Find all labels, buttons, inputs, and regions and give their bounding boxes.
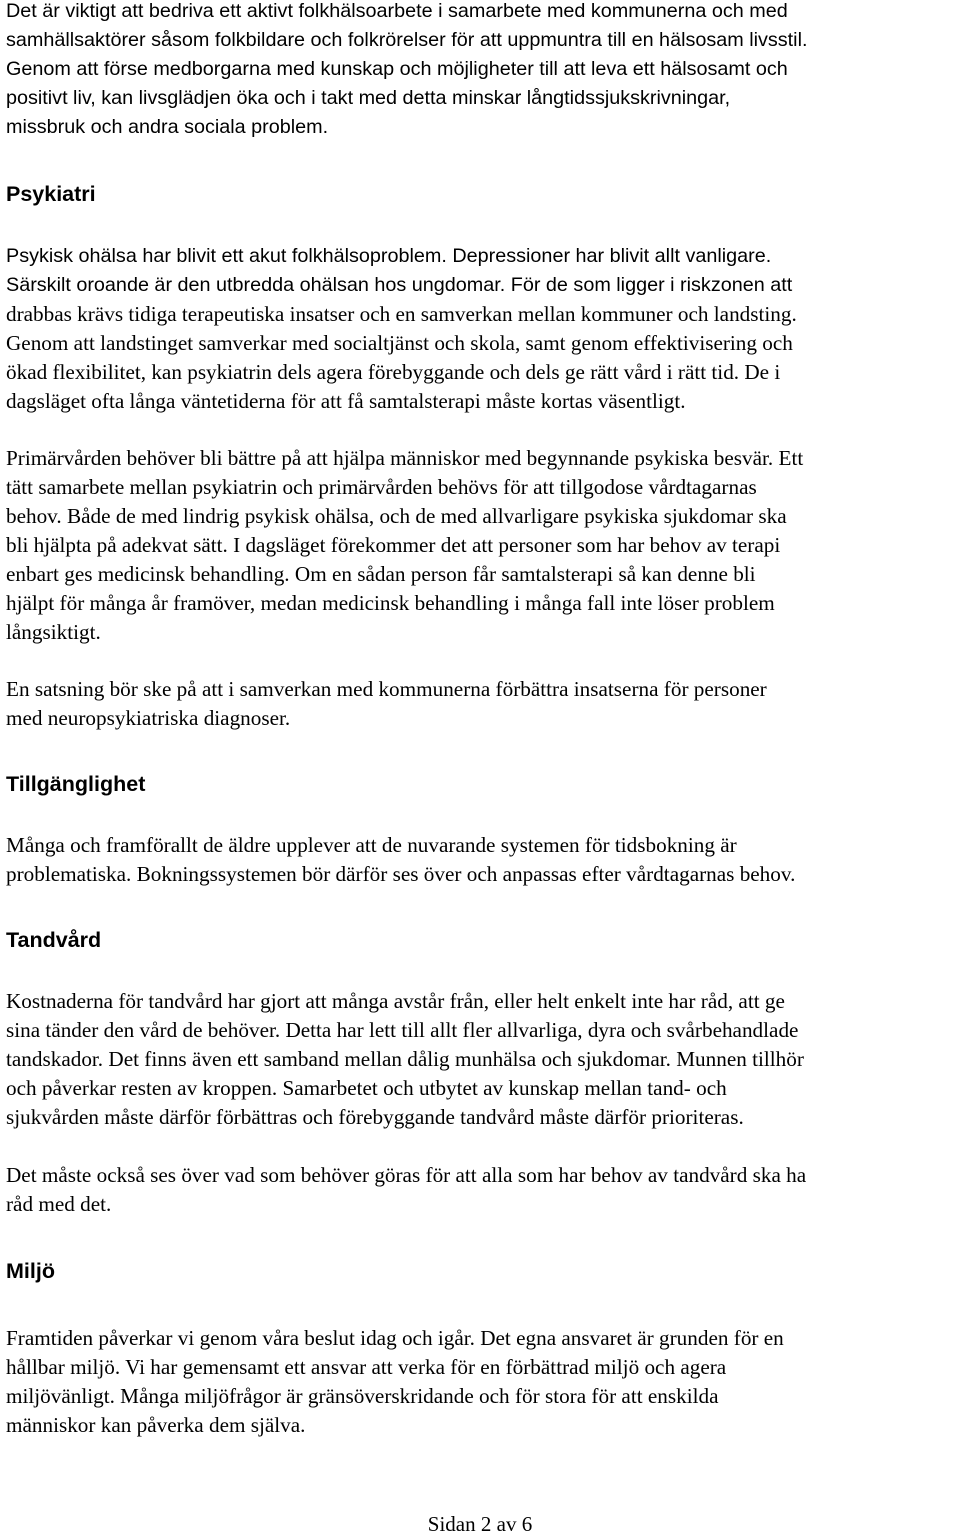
text-line: missbruk och andra sociala problem. [6,116,329,138]
text-line: En satsning bör ske på att i samverkan med kommunerna förbättra insatserna för personer [6,677,767,701]
text-line: Framtiden påverkar vi genom våra beslut idag och igår. Det egna ansvaret är grunden för en [6,1326,784,1350]
text-line: människor kan påverka dem själva. [6,1413,306,1437]
section-heading-psykiatri: Psykiatri [6,182,96,206]
text-line: Primärvården behöver bli bättre på att hjälpa människor med begynnande psykiska besvär. Ett [6,446,804,470]
text-line: Många och framförallt de äldre upplever att de nuvarande systemen för tidsbokning är [6,833,737,857]
page-number-footer: Sidan 2 av 6 [427,1512,533,1536]
text-line: enbart ges medicinsk behandling. Om en sådan person får samtalsterapi så kan denne bli [6,562,756,586]
text-line: Det måste också ses över vad som behöver göras för att alla som har behov av tandvård ska ha [6,1163,807,1187]
text-line: långsiktigt. [6,620,101,644]
psykiatri-paragraph-1 [6,242,956,300]
text-line: hjälpt för många år framöver, medan medicinsk behandling i många fall inte löser problem [6,591,775,615]
text-line: Det är viktigt att bedriva ett aktivt folkhälsoarbete i samarbete med kommunerna och med [6,0,788,22]
text-line: sina tänder den vård de behöver. Detta har lett till allt fler allvarliga, dyra och svårbehandlade [6,1018,799,1042]
section-heading-miljo: Miljö [6,1259,55,1283]
text-line: ökad flexibilitet, kan psykiatrin dels agera förebyggande och dels ge rätt vård i rätt tid. De i [6,360,781,384]
miljo-paragraph-1 [6,1324,956,1440]
text-line: Genom att förse medborgarna med kunskap och möjligheter till att leva ett hälsosamt och [6,58,788,80]
psykiatri-paragraph-2 [6,444,956,647]
text-line: Psykisk ohälsa har blivit ett akut folkhälsoproblem. Depressioner har blivit allt vanligare. [6,245,772,267]
text-line: bli hjälpta på adekvat sätt. I dagsläget förekommer det att personer som har behov av terapi [6,533,781,557]
text-line: positivt liv, kan livsglädjen öka och i takt med detta minskar långtidssjukskrivningar, [6,87,731,109]
psykiatri-paragraph-1-cont [6,300,956,416]
text-line: behov. Både de med lindrig psykisk ohälsa, och de med allvarligare psykiska sjukdomar ska [6,504,787,528]
text-line: och påverkar resten av kroppen. Samarbetet och utbytet av kunskap mellan tand- och [6,1076,727,1100]
text-line: miljövänligt. Många miljöfrågor är gränsöverskridande och för stora för att enskilda [6,1384,719,1408]
text-line: drabbas krävs tidiga terapeutiska insatser och en samverkan mellan kommuner och landsting. [6,302,797,326]
text-line: problematiska. Bokningssystemen bör därför ses över och anpassas efter vårdtagarnas behov. [6,862,796,886]
intro-paragraph [6,0,956,142]
text-line: råd med det. [6,1192,112,1216]
text-line: Genom att landstinget samverkar med socialtjänst och skola, samt genom effektivisering och [6,331,793,355]
section-heading-tandvard: Tandvård [6,928,102,952]
text-line: Kostnaderna för tandvård har gjort att många avstår från, eller helt enkelt inte har råd, att ge [6,989,785,1013]
tillganglighet-paragraph-1 [6,831,956,889]
section-heading-tillganglighet: Tillgänglighet [6,772,146,796]
text-line: dagsläget ofta långa väntetiderna för att få samtalsterapi måste kortas väsentligt. [6,389,686,413]
text-line: tandskador. Det finns även ett samband mellan dålig munhälsa och sjukdomar. Munnen tillhör [6,1047,804,1071]
text-line: sjukvården måste därför förbättras och förebyggande tandvård måste därför prioriteras. [6,1105,744,1129]
text-line: med neuropsykiatriska diagnoser. [6,706,291,730]
text-line: samhällsaktörer såsom folkbildare och folkrörelser för att uppmuntra till en hälsosam livsstil. [6,29,808,51]
psykiatri-paragraph-3 [6,675,956,733]
tandvard-paragraph-1 [6,987,956,1132]
text-line: Särskilt oroande är den utbredda ohälsan hos ungdomar. För de som ligger i riskzonen att [6,274,793,296]
text-line: hållbar miljö. Vi har gemensamt ett ansvar att verka för en förbättrad miljö och agera [6,1355,727,1379]
text-line: tätt samarbete mellan psykiatrin och primärvården behövs för att tillgodose vårdtagarnas [6,475,757,499]
tandvard-paragraph-2 [6,1161,956,1219]
